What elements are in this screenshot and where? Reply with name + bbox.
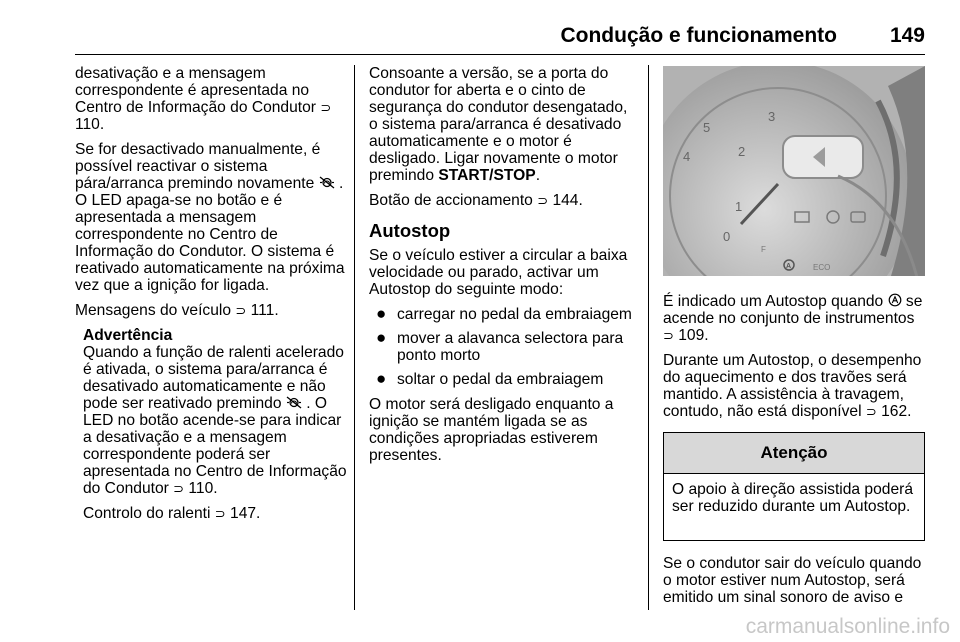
autostop-steps-list [369,306,635,388]
bullet-icon: ● [376,369,387,388]
paragraph-engine-off [369,396,635,464]
paragraph-manual-reactivation [75,141,347,294]
list-item-text: carregar no pedal da embraiagem [397,306,632,323]
paragraph-autostop-intro [369,247,635,298]
page-reference-link[interactable]: 110. [75,116,105,133]
autostop-icon [888,293,902,307]
cross-reference-icon: ⊃ [173,481,185,496]
paragraph-text: Controlo do ralenti [83,505,211,522]
paragraph-text: desativação e a mensagem correspondente é apresentada no Centro de Informação do Condutor [75,65,316,116]
gauge-tick-label: 4 [683,149,691,164]
paragraph-vehicle-messages [75,302,347,319]
start-stop-label: START/STOP [438,167,536,184]
instrument-cluster-photo [663,66,925,276]
stop-start-icon [286,396,302,409]
column-divider-right [648,65,649,610]
list-item [369,330,635,364]
paragraph-text: É indicado um Autostop quando [663,293,884,310]
warning-block [75,327,347,522]
stop-start-icon [319,176,335,189]
gauge-tick-label: 1 [735,199,743,214]
paragraph-text: Quando a função de ralenti acelerado é ativada, o sistema para/arranca é desativado automaticamente e não pode ser reativado premindo [83,344,344,412]
page-reference-link[interactable]: 144. [552,192,583,209]
column-right-bottom [663,555,928,614]
paragraph-autostop-indicator [663,293,928,344]
list-item [369,371,635,388]
paragraph-text: Botão de accionamento [369,192,533,209]
attention-title: Atenção [664,433,924,474]
bullet-icon: ● [376,304,387,323]
column-middle [369,65,635,472]
bullet-icon: ● [376,328,387,347]
column-left [75,65,347,530]
eco-label: ECO [813,263,831,272]
paragraph-text: Se o veículo estiver a circular a baixa velocidade ou parado, activar um Autostop do seguinte modo: [369,247,628,298]
gauge-tick-label: 2 [738,144,746,159]
list-item-text: soltar o pedal da embraiagem [397,371,604,388]
section-heading-autostop: Autostop [369,220,451,241]
attention-text: O apoio à direção assistida poderá ser reduzido durante um Autostop. [672,481,913,515]
page-header [75,24,925,55]
autostop-indicator-label: A [786,263,792,270]
cross-reference-icon: ⊃ [320,100,332,115]
attention-box [663,432,925,541]
warning-text [83,344,347,497]
page-reference-link[interactable]: 110. [188,480,218,497]
header-title: Condução e funcionamento [560,24,837,47]
list-item [369,306,635,323]
gauge-tick-label: 0 [723,229,731,244]
paragraph-ignition-button [369,192,635,209]
gauge-tick-label: 3 [768,109,776,124]
cross-reference-icon: ⊃ [214,506,226,521]
page-number: 149 [889,24,925,47]
gauge-tick-label: 5 [703,120,711,135]
page-reference-link[interactable]: 109. [678,327,709,344]
fuel-label: F [761,245,766,254]
watermark: carmanualsonline.info [745,615,950,638]
cross-reference-icon: ⊃ [663,328,674,343]
paragraph-text: Consoante a versão, se a porta do condutor for aberta e o cinto de segurança do condutor desengatado, o sistema para/arranca é desativado automaticamente e o motor é desligado. Ligar novamente o motor premindo [369,65,628,184]
list-item-text: mover a alavanca selectora para ponto morto [397,330,624,364]
paragraph-text: . O LED apaga-se no botão e é apresentada a mensagem correspondente no Centro de Informação do Condutor. O sistema é reativado automaticamente na próxima vez que a ignição for ligada. [75,175,345,294]
paragraph-text: O motor será desligado enquanto a ignição se mantém ligada se as condições apropriadas estiverem presentes. [369,396,614,464]
cross-reference-icon: ⊃ [235,303,247,318]
paragraph-idle-control [83,505,347,522]
paragraph-text: . O LED no botão acende-se para indicar a desativação e a mensagem correspondente poderá ser apresentada no Centro de Informação do Condutor [83,395,347,497]
paragraph-text: Se for desactivado manualmente, é possível reactivar o sistema pára/arranca premindo novamente [75,141,321,192]
page-reference-link[interactable]: 162. [881,403,912,420]
paragraph-driver-door [369,65,635,184]
paragraph-text: se acende no conjunto de instrumentos [663,293,923,327]
cross-reference-icon: ⊃ [537,193,549,208]
warning-title: Advertência [83,327,173,344]
cross-reference-icon: ⊃ [865,404,877,419]
paragraph-text: Durante um Autostop, o desempenho do aquecimento e dos travões será mantido. A assistência à travagem, contudo, não está disponível [663,352,922,420]
paragraph-text: Se o condutor sair do veículo quando o motor estiver num Autostop, será emitido um sinal sonoro de aviso e [663,555,922,606]
paragraph-deactivation [75,65,347,133]
page-reference-link[interactable]: 147. [230,505,261,522]
paragraph-text: . [535,167,541,184]
paragraph-text: Mensagens do veículo [75,302,232,319]
paragraph-autostop-heating [663,352,928,420]
page-reference-link[interactable]: 111. [250,302,279,319]
column-divider-left [354,65,355,610]
instrument-cluster-illustration [663,66,925,276]
column-right [663,293,928,428]
paragraph-driver-leaves [663,555,928,606]
